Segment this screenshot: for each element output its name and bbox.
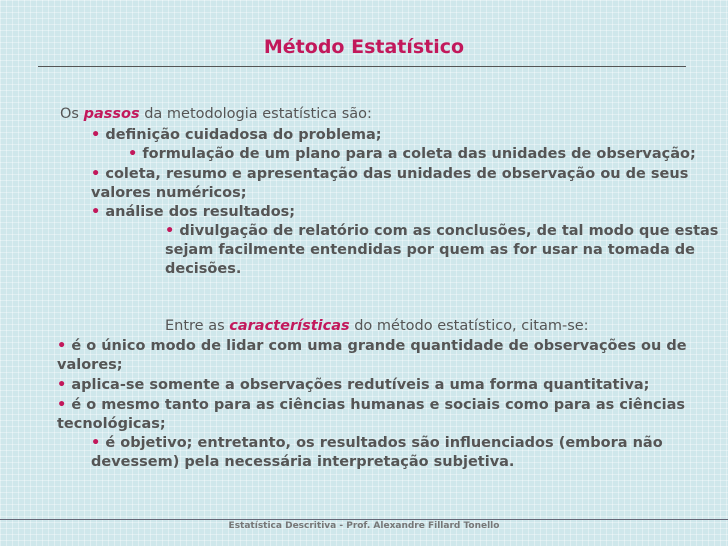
emphasis: passos	[83, 106, 140, 122]
bullet: •	[57, 377, 67, 393]
item-text: análise dos resultados;	[105, 204, 296, 220]
list-item	[57, 377, 649, 393]
item-text: aplica-se somente a observações redutíveis a uma forma quantitativa;	[71, 377, 650, 393]
list-item	[91, 127, 382, 143]
bullet: •	[91, 127, 101, 143]
list-item	[91, 435, 663, 451]
characteristics-intro	[165, 318, 589, 334]
bullet: •	[91, 166, 101, 182]
list-item	[91, 166, 688, 182]
item-text: é o único modo de lidar com uma grande quantidade de observações ou de	[71, 338, 687, 354]
item-text: é o mesmo tanto para as ciências humanas e sociais como para as ciências	[71, 397, 686, 413]
list-item	[91, 204, 295, 220]
footer: Estatística Descritiva - Prof. Alexandre Fillard Tonello	[228, 521, 500, 531]
list-item-cont: valores numéricos;	[91, 185, 247, 201]
item-text: divulgação de relatório com as conclusões, de tal modo que estas	[179, 223, 719, 239]
slide-title: Método Estatístico	[263, 36, 465, 58]
list-item-cont: tecnológicas;	[57, 416, 166, 432]
list-item-cont: devessem) pela necessária interpretação subjetiva.	[91, 454, 515, 470]
list-item	[165, 223, 718, 239]
bullet: •	[165, 223, 175, 239]
text: Entre as	[165, 318, 225, 334]
bullet: •	[57, 338, 67, 354]
list-item-cont: sejam facilmente entendidas por quem as for usar na tomada de	[165, 242, 695, 258]
title-divider	[38, 66, 686, 67]
emphasis: características	[229, 318, 350, 334]
list-item	[128, 146, 696, 162]
bullet: •	[91, 204, 101, 220]
list-item-cont: valores;	[57, 357, 123, 373]
item-text: coleta, resumo e apresentação das unidades de observação ou de seus	[105, 166, 689, 182]
bullet: •	[91, 435, 101, 451]
text: da metodologia estatística são:	[144, 106, 372, 122]
bullet: •	[57, 397, 67, 413]
item-text: formulação de um plano para a coleta das unidades de observação;	[142, 146, 696, 162]
item-text: definição cuidadosa do problema;	[105, 127, 382, 143]
list-item-cont: decisões.	[165, 261, 242, 277]
footer-divider	[0, 519, 728, 520]
list-item	[57, 338, 687, 354]
bullet: •	[128, 146, 138, 162]
list-item	[57, 397, 685, 413]
text: Os	[60, 106, 79, 122]
text: do método estatístico, citam-se:	[354, 318, 589, 334]
steps-intro	[60, 106, 372, 122]
item-text: é objetivo; entretanto, os resultados são influenciados (embora não	[105, 435, 663, 451]
